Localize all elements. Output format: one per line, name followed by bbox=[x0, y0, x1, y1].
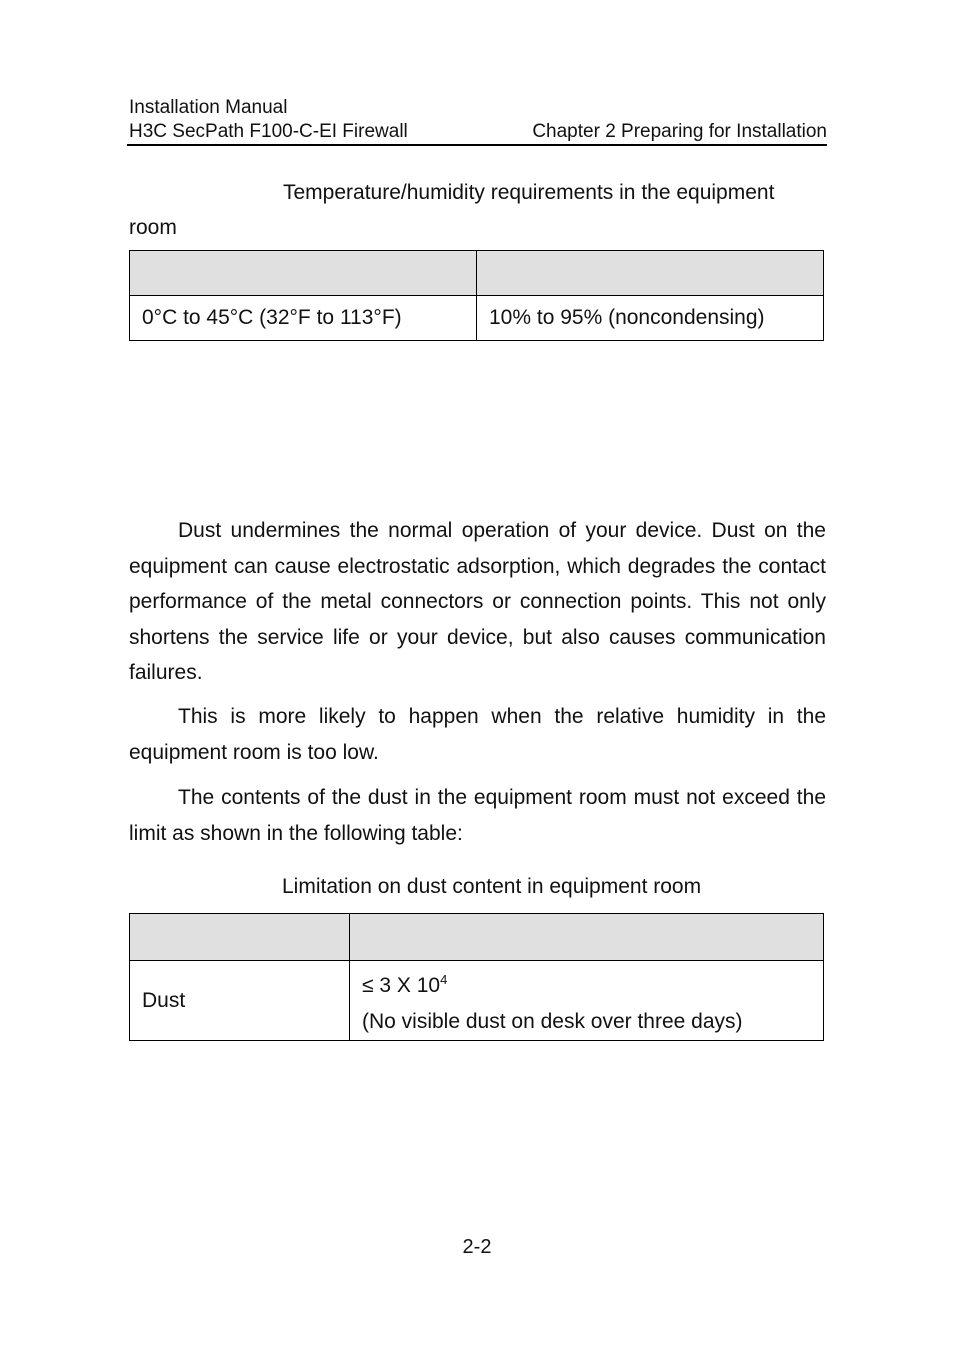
page-number: 2-2 bbox=[462, 1236, 492, 1258]
temperature-humidity-table bbox=[129, 250, 824, 341]
temperature-cell: 0°C to 45°C (32°F to 113°F) bbox=[130, 296, 477, 341]
substance-cell: Dust bbox=[130, 961, 350, 1041]
header-chapter: Chapter 2 Preparing for Installation bbox=[532, 121, 827, 142]
table-header-cell bbox=[350, 914, 824, 961]
limit-note: (No visible dust on desk over three days) bbox=[362, 1009, 743, 1033]
humidity-cell: 10% to 95% (noncondensing) bbox=[477, 296, 824, 341]
limit-cell bbox=[350, 961, 824, 1041]
table-row bbox=[130, 296, 824, 341]
paragraph: This is more likely to happen when the relative humidity in the equipment room is too low. bbox=[129, 705, 826, 764]
table-header-cell bbox=[130, 914, 350, 961]
paragraph: Dust undermines the normal operation of your device. Dust on the equipment can cause electrostatic adsorption, which degrades the contact performance of the metal connectors or connection points. This not only shortens the service life or your device, but also causes communication failures. bbox=[129, 519, 826, 684]
header-manual-title: Installation Manual bbox=[129, 97, 288, 118]
table-row bbox=[130, 961, 824, 1041]
table1-caption: Temperature/humidity requirements in the equipment room bbox=[129, 181, 775, 239]
paragraph: The contents of the dust in the equipment room must not exceed the limit as shown in the following table: bbox=[129, 786, 826, 845]
header-product: H3C SecPath F100-C-EI Firewall bbox=[129, 121, 408, 142]
header-divider bbox=[127, 144, 827, 146]
limit-value: ≤ 3 X $10^4$ bbox=[362, 971, 448, 997]
table2-caption: Limitation on dust content in equipment room bbox=[282, 875, 702, 898]
dust-limit-table bbox=[129, 913, 824, 1041]
table-header-row bbox=[130, 251, 824, 296]
table-header-cell bbox=[130, 251, 477, 296]
table-header-cell bbox=[477, 251, 824, 296]
table-header-row bbox=[130, 914, 824, 961]
